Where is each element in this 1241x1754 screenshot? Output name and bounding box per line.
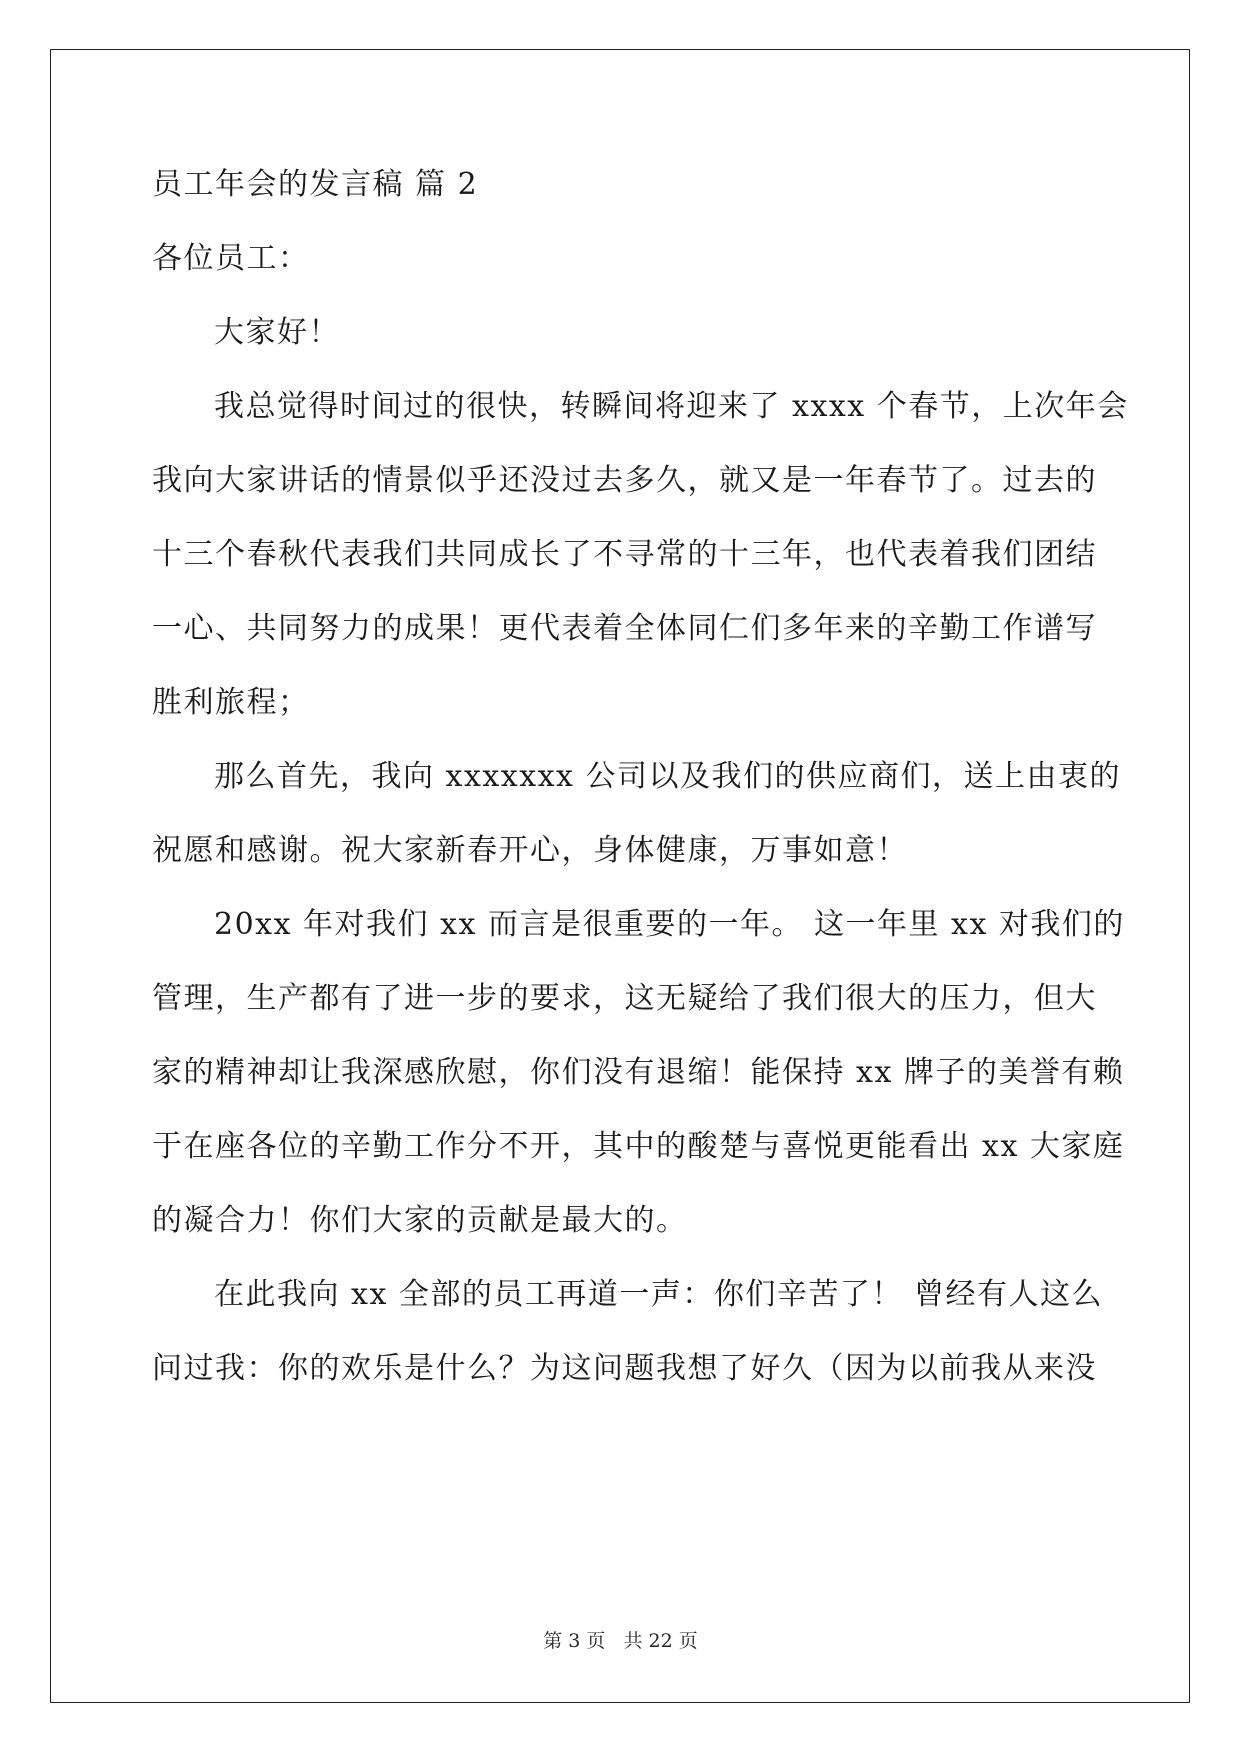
paragraph-line: 家的精神却让我深感欣慰，你们没有退缩！能保持 xx 牌子的美誉有赖 (152, 1055, 1125, 1090)
page-number-total: 共 22 页 (623, 1630, 698, 1652)
paragraph-line: 于在座各位的辛勤工作分不开，其中的酸楚与喜悦更能看出 xx 大家庭 (152, 1129, 1125, 1164)
paragraph-line: 问过我：你的欢乐是什么？为这问题我想了好久（因为以前我从来没 (152, 1351, 1097, 1386)
paragraph-line: 20xx 年对我们 xx 而言是很重要的一年。 这一年里 xx 对我们的 (214, 907, 1125, 942)
page-number-current: 第 3 页 (543, 1630, 606, 1652)
document-heading: 员工年会的发言稿 篇 2 (152, 167, 479, 202)
paragraph-line: 胜利旅程； (152, 685, 310, 720)
paragraph-line: 十三个春秋代表我们共同成长了不寻常的十三年，也代表着我们团结 (152, 537, 1097, 572)
paragraph-line: 我总觉得时间过的很快，转瞬间将迎来了 xxxx 个春节，上次年会 (214, 389, 1129, 424)
page-footer (0, 1626, 1241, 1653)
salutation: 各位员工： (152, 241, 310, 276)
greeting: 大家好！ (214, 315, 340, 350)
paragraph-line: 管理，生产都有了进一步的要求，这无疑给了我们很大的压力，但大 (152, 981, 1097, 1016)
paragraph-line: 那么首先，我向 xxxxxxx 公司以及我们的供应商们，送上由衷的 (214, 759, 1122, 794)
paragraph-line: 在此我向 xx 全部的员工再道一声：你们辛苦了！ 曾经有人这么 (214, 1277, 1103, 1312)
paragraph-line: 祝愿和感谢。祝大家新春开心，身体健康，万事如意！ (152, 833, 908, 868)
paragraph-line: 一心、共同努力的成果！更代表着全体同仁们多年来的辛勤工作谱写 (152, 611, 1097, 646)
paragraph-line: 的凝合力！你们大家的贡献是最大的。 (152, 1203, 688, 1238)
page-border (50, 49, 1190, 1703)
paragraph-line: 我向大家讲话的情景似乎还没过去多久，就又是一年春节了。过去的 (152, 463, 1097, 498)
